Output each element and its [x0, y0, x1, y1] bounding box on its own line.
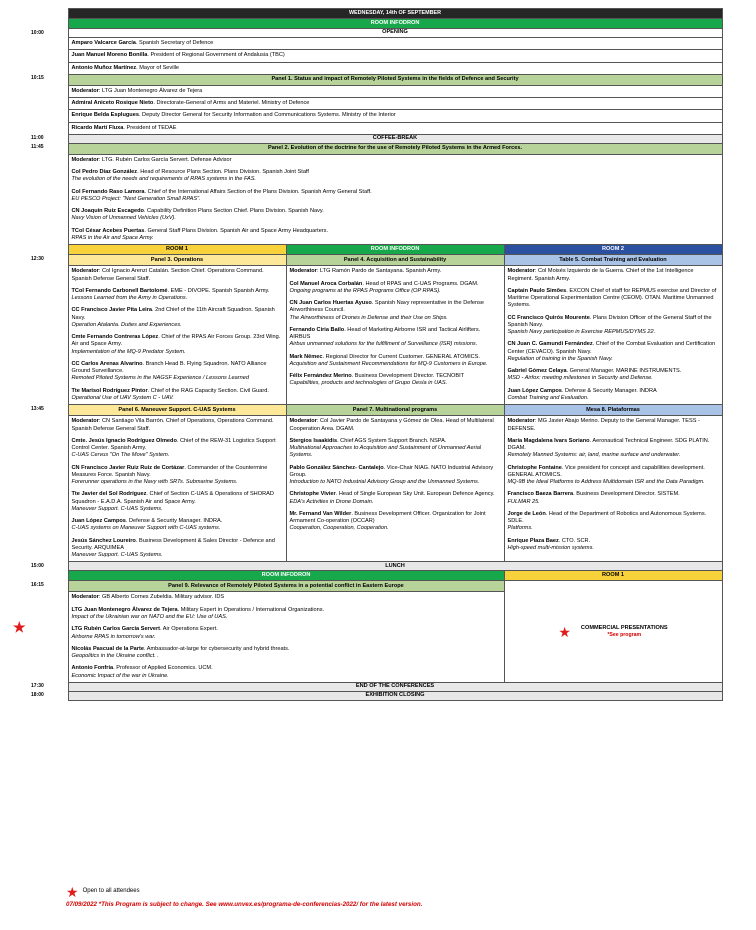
- speaker-role: . CTO. SCR.: [558, 537, 591, 544]
- talk-title: Spanish Navy participation in Exercise REPMUS/DYMS 22.: [507, 329, 656, 336]
- panel-6-title: Panel 6. Maneuver Support. C-UAS Systems: [68, 405, 286, 416]
- panel-6-speakers: [68, 416, 286, 562]
- speaker-entry: [72, 665, 501, 680]
- speaker-role: . Vice-Chair NIAG. NATO Industrial Advisory Group.: [289, 464, 494, 478]
- talk-title: Maneuver Support. C-UAS Systems.: [71, 552, 163, 559]
- speaker-role: : LTG. Rubén Carlos García Servert. Defense Advisor: [98, 156, 232, 163]
- talk-title: C-UAS systems on Maneuver Support with C-UAS systems.: [71, 525, 221, 532]
- lunch: LUNCH: [68, 562, 722, 571]
- panel-1-title: Panel 1. Status and impact of Remotely Piloted Systems in the fields of Defence and Security: [68, 74, 722, 85]
- talk-title: High-speed multi-mission systems.: [507, 544, 594, 551]
- talk-title: Ongoing programs at the RPAS Programs Office (OP RPAS).: [289, 287, 441, 294]
- session-title-opening: OPENING: [68, 29, 722, 38]
- speaker-entry: [72, 626, 501, 641]
- talk-title: EU PESCO Project: "Next Generation Small RPAS".: [71, 195, 201, 202]
- speaker-entry: [72, 491, 283, 513]
- speaker-name: CC Francisco Javier Pita Leira: [71, 307, 153, 314]
- speaker-role: . Chief AGS System Support Branch. NSPA.: [337, 437, 447, 444]
- speaker-role: . Defense & Security Manager. INDRA: [561, 387, 657, 394]
- talk-title: Regulation of training in the Spanish Navy.: [507, 355, 613, 362]
- talk-title: C-UAS Cervus "On The Move" System.: [71, 452, 170, 459]
- speaker-role: : MG Javier Abajo Merino. Deputy to the General Manager. TESS - DEFENSE.: [507, 418, 700, 432]
- speaker-name: LTG Rubén Carlos García Servert: [71, 626, 160, 633]
- speaker-role: . Deputy Director General for Security Information and Communications Systems. Ministry of the Interior: [138, 112, 396, 119]
- program-table: [13, 8, 723, 701]
- time-slot: 10:00: [30, 29, 68, 38]
- talk-title: Acquisition and Sustainment Recommendations for MQ-9 Customers in Europe.: [289, 360, 488, 367]
- panel-2-title: Panel 2. Evolution of the doctrine for the use of Remotely Piloted Systems in the Armed Forces.: [68, 143, 722, 154]
- speaker-name: Cmte Fernando Contreras López: [71, 334, 159, 341]
- speaker-role: . Head of RPAS and C-UAS Programs. DGAM.: [362, 280, 479, 287]
- speaker-name: CN Joaquín Ruiz Escagedo: [71, 208, 144, 215]
- talk-title: Remoted Piloted Systems in the NAGSF Experience / Lessons Learned: [71, 375, 249, 382]
- speaker-name: Antonio Fonfría: [71, 665, 114, 672]
- talk-title: Introduction to NATO Industrial Advisory Group and the Unmanned Systems.: [289, 479, 480, 486]
- speaker-role: . Branch Head B. Flying Squadron. NATO Alliance Ground Surveillance.: [71, 360, 267, 375]
- talk-title: EDA's Activities in Drone Domain.: [289, 498, 374, 505]
- talk-title: Platforms.: [507, 525, 533, 532]
- speaker-name: Moderator: [71, 268, 99, 275]
- speaker-name: Moderator: [507, 268, 535, 275]
- speaker-entry: [508, 418, 719, 433]
- speaker-entry: [72, 646, 501, 661]
- speaker-entry: [508, 368, 719, 383]
- speaker-role: . Air Operations Expert.: [160, 626, 218, 633]
- speaker-entry: [72, 334, 283, 356]
- speaker-role: . EXCON Chief of staff for REPMUS exercise and Director of Maritime Operational Experimentation Centre (CEOM). OTAN. Maritime Unmanned Systems.: [507, 287, 717, 309]
- talk-title: Forerunner operations in the Navy with SRTs. Submarine Systems.: [71, 479, 238, 486]
- talk-title: RPAS in the Air and Space Army.: [71, 234, 154, 241]
- speaker-role: . Aeronautical Technical Engineer. SDG PLATIN. DGAM.: [507, 437, 710, 452]
- speaker-name: Nicolás Pascual de la Parte: [71, 645, 144, 652]
- speaker-role: : Col Moisés Izquierdo de la Guerra. Chief of the 1st Intelligence Regiment. Spanish Army.: [507, 268, 694, 282]
- commercial-title: COMMERCIAL PRESENTATIONS: [580, 624, 668, 631]
- speaker-name: Antonio Muñoz Martínez: [71, 64, 137, 71]
- speaker-role: . Regional Director for Current Customer. GENERAL ATOMICS.: [322, 353, 480, 360]
- speaker-role: . Plans Division Officer of the General Staff of the Spanish Navy.: [507, 314, 712, 328]
- speaker-role: . Spanish Navy representative in the Defense Airworthiness Council.: [289, 300, 485, 314]
- speaker-entry: [72, 169, 719, 184]
- room-2-header: ROOM 2: [504, 245, 722, 255]
- panel-9-title: Panel 9. Relevance of Remotely Piloted Systems in a potential conflict in Eastern Europe: [68, 581, 504, 592]
- speaker-name: Mr. Fernand Van Wilder: [289, 510, 352, 517]
- panel-7-speakers: [286, 416, 504, 562]
- speaker-role: . Business Development Director. SISTEM.: [573, 491, 680, 498]
- panel-2-speakers: [68, 154, 722, 244]
- panel-8-speakers: [504, 416, 722, 562]
- speaker-role: . Spanish Secretary of Defence: [135, 40, 214, 46]
- speaker-entry: [290, 354, 501, 369]
- speaker-entry: [290, 300, 501, 322]
- talk-title: MQ-9B the Ideal Platforms to Address Multidomain ISR and the Data Paradigm.: [507, 479, 705, 486]
- speaker-entry: [72, 208, 719, 223]
- speaker-entry: [72, 288, 283, 303]
- speaker-role: : Col Javier Pardo de Santayana y Gómez de Olea. Head of Multilateral Cooperation Area. DGAM.: [289, 418, 494, 432]
- time-slot: 15:00: [30, 562, 68, 571]
- talk-title: Navy Vision of Unmanned Vehicles (UxV).: [71, 215, 176, 222]
- time-slot: 13:45: [30, 405, 68, 562]
- time-slot: 10:15: [30, 74, 68, 85]
- speaker-name: Col Fernando Raso Lamora: [71, 188, 145, 195]
- footer: [66, 885, 666, 909]
- speaker-name: Col Pedro Díaz González: [71, 169, 138, 176]
- speaker-name: Admiral Aniceto Rosique Nieto: [71, 100, 154, 107]
- speaker-entry: [290, 268, 501, 275]
- speaker-name: Félix Fernández Merino: [289, 373, 352, 380]
- commercial-presentations: [504, 581, 722, 682]
- speaker-name: Tte Marisol Rodríguez Pintor: [71, 387, 148, 394]
- speaker-entry: [508, 315, 719, 337]
- speaker-entry: [290, 418, 501, 433]
- speaker-role: . Head of Single European Sky Unit. European Defence Agency.: [335, 491, 495, 498]
- speaker-entry: [290, 438, 501, 460]
- speaker-name: CN Francisco Javier Ruiz Ruiz de Cortázar: [71, 464, 185, 471]
- speaker-role: . Commander of the Countermine Measures Force. Spanish Navy.: [71, 464, 268, 478]
- speaker-name: Francisco Baeza Barrera: [507, 491, 574, 498]
- panel-5-speakers: [504, 266, 722, 405]
- room-1-header: ROOM 1: [68, 245, 286, 255]
- speaker-name: Jesús Sánchez Loureiro: [71, 537, 136, 544]
- speaker-entry: [508, 491, 719, 506]
- room-header: ROOM INFODRON: [68, 19, 722, 29]
- speaker-role: . Chief of the RAG Capacity Section. Civil Guard.: [147, 387, 269, 394]
- speaker-row: [68, 50, 722, 62]
- speaker-role: . Business Development Officer. Organization for Joint Armament Co-operation (OCCAR): [289, 510, 486, 525]
- speaker-name: Pablo González Sánchez- Cantalejo: [289, 464, 384, 471]
- coffee-break: COFFEE-BREAK: [68, 134, 722, 143]
- time-slot: [13, 581, 68, 682]
- panel-4-speakers: [286, 266, 504, 405]
- speaker-entry: [72, 418, 283, 433]
- talk-title: MSD - Airfox: meeting milestones in Security and Defense.: [507, 375, 653, 382]
- speaker-entry: [508, 388, 719, 403]
- speaker-role: . Chief of Section C-UAS & Operations of SHORAD Squadron - E.A.D.A. Spanish Air and Space Army.: [71, 491, 274, 505]
- speaker-name: CN Juan Carlos Huertas Ayuso: [289, 300, 372, 307]
- speaker-name: Jorge de León: [507, 510, 546, 517]
- talk-title: Operational Use of UAV System C - UAV.: [71, 394, 174, 401]
- speaker-entry: [72, 268, 283, 283]
- talk-title: Multinational Approaches to Acquisition and Sustainment of Unmanned Aerial Systems.: [289, 445, 482, 459]
- speaker-entry: [72, 538, 283, 560]
- panel-3-speakers: [68, 266, 286, 405]
- speaker-role: . Business Development Director. TECNOBIT: [351, 373, 465, 380]
- speaker-name: Moderator: [289, 418, 317, 425]
- speaker-role: : GB Alberto Cornes Zubeldia. Military advisor. IDS: [98, 594, 225, 601]
- speaker-entry: [290, 491, 501, 506]
- speaker-role: . Defense & Security Manager. INDRA.: [125, 518, 223, 525]
- speaker-entry: [290, 373, 501, 388]
- speaker-role: . Vice president for concept and capabilities development. GENERAL ATOMICS.: [507, 464, 705, 478]
- time-slot: 11:00: [30, 134, 68, 143]
- speaker-role: . Directorate-General of Arms and Materiel. Ministry of Defence: [153, 100, 310, 107]
- talk-title: Cooperation, Cooperation, Cooperation.: [289, 525, 389, 532]
- speaker-row: [68, 62, 722, 74]
- speaker-name: Juan López Campos: [507, 387, 562, 394]
- speaker-role: . President of Regional Government of Andalusia (TBC): [147, 52, 285, 59]
- speaker-name: Stergios Isaakidis: [289, 437, 338, 444]
- speaker-entry: [72, 438, 283, 460]
- program-sheet: [13, 8, 722, 701]
- speaker-name: Cmte. Jesús Ignacio Rodríguez Olmedo: [71, 437, 177, 444]
- talk-title: Lessons Learned from the Army in Operations.: [71, 295, 188, 302]
- speaker-role: . Head of Resource Plans Section. Plans Division. Spanish Joint Staff: [137, 169, 309, 176]
- speaker-row: [68, 122, 722, 134]
- speaker-entry: [290, 327, 501, 349]
- panel-8-title: Mesa 8. Plataformas: [504, 405, 722, 416]
- speaker-entry: [290, 281, 501, 296]
- panel-3-title: Panel 3. Operations: [68, 255, 286, 266]
- speaker-role: . Head of the Department of Robotics and Autonomous Systems. SDLE.: [507, 510, 707, 525]
- speaker-role: : Col Ignacio Arenzi Catalán. Section Chief. Operations Command. Spanish Defense General Staff.: [71, 268, 264, 282]
- talk-title: Geopolitics in the Ukraine conflict. .: [71, 653, 159, 660]
- time-label: 16:15: [31, 581, 44, 588]
- talk-title: Airborne RPAS in tomorrow's war.: [71, 633, 156, 640]
- speaker-name: Amparo Valcarce García: [71, 40, 136, 46]
- speaker-entry: [72, 518, 283, 533]
- star-icon: ★: [13, 619, 26, 636]
- talk-title: FULMAR 25.: [507, 498, 540, 505]
- speaker-name: CC Francisco Quirós Mourente: [507, 314, 590, 321]
- panel-5-title: Table 5. Combat Training and Evaluation: [504, 255, 722, 266]
- speaker-name: Tte Javier del Sol Rodríguez: [71, 491, 147, 498]
- star-icon: ★: [558, 623, 571, 640]
- speaker-role: . Professor of Applied Economics. UCM.: [113, 665, 213, 672]
- speaker-role: . 2nd Chief of the 11th Aircraft Squadron. Spanish Navy.: [71, 307, 275, 321]
- speaker-name: Gabriel Gómez Celaya: [507, 368, 567, 375]
- speaker-name: TCol César Acebes Puertas: [71, 227, 145, 234]
- speaker-entry: [508, 268, 719, 283]
- speaker-name: Christophe Fontaine: [507, 464, 562, 471]
- disclaimer-note: 07/09/2022 *This Program is subject to change. See www.unvex.es/programa-de-conferencias-2022/ for the latest version.: [66, 901, 423, 908]
- star-icon: ★: [66, 884, 79, 900]
- speaker-role: . Military Expert in Operations / International Organizations.: [177, 606, 325, 613]
- talk-title: The Airworthiness of Drones in Defense and their Use on Ships.: [289, 314, 448, 321]
- speaker-name: Col Manuel Aroca Corbalán: [289, 280, 363, 287]
- speaker-role: . General Staff Plans Division. Spanish Air and Space Army Headquarters.: [144, 227, 329, 234]
- speaker-role: . Chief of the International Affairs Section of the Plans Division. Spanish Army General Staff.: [144, 188, 372, 195]
- speaker-entry: [72, 157, 719, 164]
- speaker-name: Moderator: [71, 156, 99, 163]
- room-1-header-2: ROOM 1: [504, 571, 722, 581]
- speaker-role: . Business Development & Sales Director - Defence and Security. ARQUIMEA: [71, 537, 275, 551]
- speaker-name: Juan López Campos: [71, 518, 126, 525]
- speaker-entry: [508, 288, 719, 310]
- speaker-role: : LTG Ramón Pardo de Santayana. Spanish Army.: [316, 268, 442, 275]
- room-infodron-header-2: ROOM INFODRON: [68, 571, 504, 581]
- speaker-entry: [508, 511, 719, 533]
- speaker-entry: [72, 594, 501, 601]
- speaker-role: . Capability Definition Plans Section Chief. Plans Division. Spanish Navy.: [143, 208, 324, 215]
- speaker-name: Ricardo Martí Fluxa: [71, 124, 124, 131]
- speaker-role: : CN Santiago Vila Barrón. Chief of Operations, Operations Command. Spanish Defense General Staff.: [71, 418, 274, 432]
- commercial-sub: *See program: [607, 631, 642, 638]
- speaker-name: Fernando Ciria Bailo: [289, 326, 345, 333]
- speaker-entry: [290, 511, 501, 533]
- talk-title: Impact of the Ukrainian war on NATO and the EU: Use of UAS.: [71, 614, 228, 621]
- speaker-role: . EME - DIVOPE. Spanish Spanish Army.: [167, 287, 270, 294]
- speaker-name: Moderator: [71, 87, 99, 94]
- time-slot: 18:00: [30, 691, 68, 700]
- time-slot: 12:30: [30, 255, 68, 405]
- speaker-name: Moderator: [71, 418, 99, 425]
- speaker-entry: [508, 538, 719, 553]
- speaker-role: . Ambassador-at-large for cybersecurity and hybrid threats.: [143, 645, 290, 652]
- speaker-row: [68, 98, 722, 110]
- speaker-entry: [72, 228, 719, 243]
- talk-title: Airbus unmanned solutions for the fulfillment of Surveillance (ISR) missions.: [289, 341, 478, 348]
- speaker-role: . Chief of the RPAS Air Forces Group. 23rd Wing. Air and Space Army.: [71, 334, 281, 348]
- panel-7-title: Panel 7. Multinational programs: [286, 405, 504, 416]
- speaker-name: LTG Juan Montenegro Álvarez de Tejera: [71, 606, 178, 613]
- talk-title: The evolution of the needs and requirements of RPAS systems in the FAS.: [71, 176, 256, 183]
- speaker-name: CC Carlos Arenas Alvarino: [71, 360, 143, 367]
- speaker-entry: [72, 189, 719, 204]
- speaker-entry: [72, 607, 501, 622]
- speaker-name: TCol Fernando Carbonell Bartolomé: [71, 287, 168, 294]
- speaker-row: [68, 38, 722, 50]
- speaker-role: . Head of Marketing Airborne ISR and Tactical Airlifters. AIRBUS: [289, 326, 481, 341]
- speaker-name: Moderator: [507, 418, 535, 425]
- speaker-entry: [72, 361, 283, 383]
- exhibition-closing: EXHIBITION CLOSING: [68, 691, 722, 700]
- speaker-role: . President of TEDAE: [123, 124, 177, 131]
- talk-title: Combat Training and Evaluation.: [507, 394, 589, 401]
- time-slot: 17:30: [30, 682, 68, 691]
- speaker-name: Enrique Belda Esplugues: [71, 112, 139, 119]
- end-of-conferences: END OF THE CONFERENCES: [68, 682, 722, 691]
- speaker-entry: [72, 307, 283, 329]
- speaker-name: Captain Paulo Simões: [507, 287, 567, 294]
- legend-text: Open to all attendees: [82, 888, 140, 895]
- speaker-entry: [290, 465, 501, 487]
- speaker-entry: [508, 465, 719, 487]
- speaker-row: [68, 85, 722, 97]
- speaker-name: Mark Němec: [289, 353, 323, 360]
- talk-title: Capabilities, products and technologies of Grupo Oesía in UAS.: [289, 380, 448, 387]
- speaker-name: CN Juan C. Gamundi Fernández: [507, 341, 593, 348]
- speaker-role: . Chief of the REW-31 Logistics Support Control Center. Spanish Army.: [71, 437, 276, 452]
- speaker-role: . Chief of the Combat Evaluation and Certification Center (CEVACO). Spanish Navy.: [507, 341, 716, 355]
- speaker-entry: [72, 465, 283, 487]
- speaker-entry: [508, 341, 719, 363]
- speaker-role: : LTG Juan Montenegro Álvarez de Tejera: [98, 87, 203, 94]
- speaker-role: . Mayor of Seville: [136, 64, 180, 71]
- speaker-entry: [72, 388, 283, 403]
- time-slot: 11:45: [30, 143, 68, 154]
- speaker-name: Moderator: [71, 594, 99, 601]
- talk-title: Operation Atalanta. Duties and Experiences.: [71, 321, 182, 328]
- speaker-name: Moderator: [289, 268, 317, 275]
- talk-title: Maneuver Support. C-UAS Systems.: [71, 505, 163, 512]
- panel-4-title: Panel 4. Acquisition and Sustainability: [286, 255, 504, 266]
- speaker-role: . General Manager. MARINE INSTRUMENTS.: [566, 368, 682, 375]
- talk-title: Economic Impact of the war in Ukraine.: [71, 672, 169, 679]
- speaker-name: María Magdalena Ivars Soriano: [507, 437, 590, 444]
- speaker-name: Enrique Plaza Baez: [507, 537, 559, 544]
- speaker-name: Christophe Vivier: [289, 491, 336, 498]
- speaker-entry: [508, 438, 719, 460]
- panel-9-speakers: [68, 592, 504, 682]
- talk-title: Implementation of the MQ-9 Predator System.: [71, 348, 186, 355]
- speaker-name: Juan Manuel Moreno Bonilla: [71, 52, 148, 59]
- talk-title: Remotely Manned Systems: air, land, marine surface and underwater.: [507, 452, 681, 459]
- date-header: WEDNESDAY, 14th OF SEPTEMBER: [68, 9, 722, 19]
- room-infodron-header: ROOM INFODRON: [286, 245, 504, 255]
- speaker-row: [68, 110, 722, 122]
